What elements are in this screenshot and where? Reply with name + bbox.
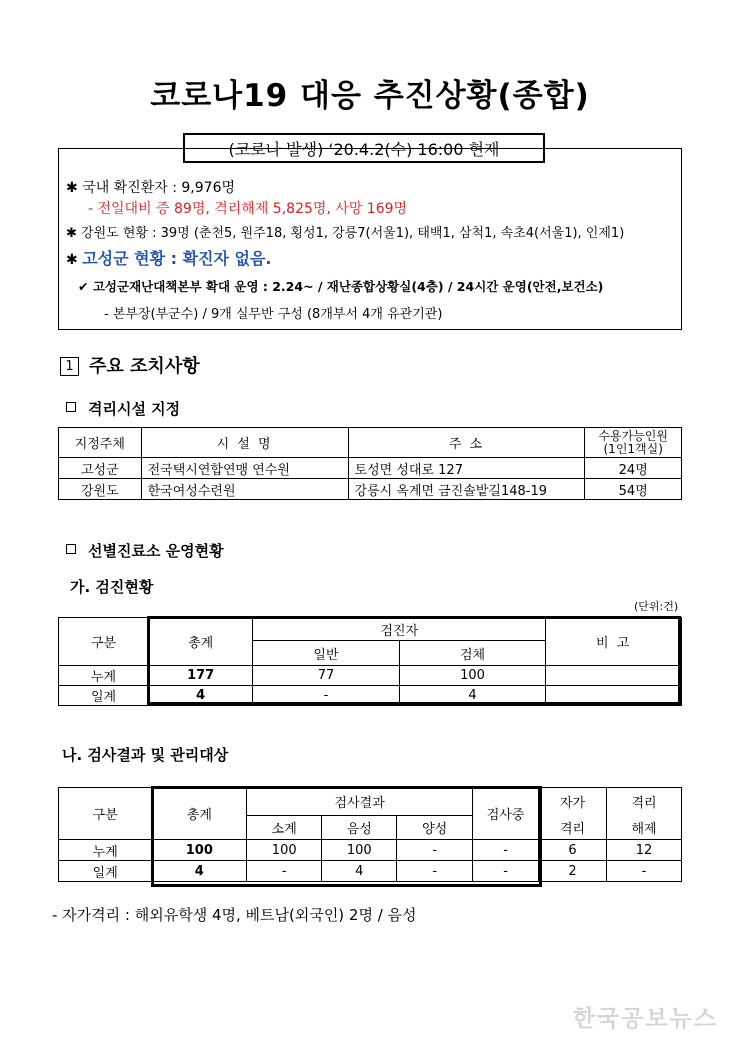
- asterisk-icon: ✱: [66, 226, 77, 241]
- table-cell: 한국여성수련원: [141, 479, 348, 500]
- table-cell: 24명: [585, 458, 682, 479]
- table-cell: 토성면 성대로 127: [348, 458, 585, 479]
- table-cell: 100: [322, 840, 397, 861]
- table-cell: 누계: [59, 666, 149, 686]
- domestic-cases-text: 국내 확진환자 : 9,976명: [82, 180, 236, 196]
- screening-table: [58, 617, 682, 706]
- table-cell: 4: [152, 861, 247, 882]
- table-cell: 12: [607, 840, 682, 861]
- header-cell: 격리: [607, 788, 682, 816]
- unit-label: (단위:건): [634, 600, 679, 613]
- table-cell: -: [247, 861, 322, 882]
- table-cell: 54명: [585, 479, 682, 500]
- table-cell: 전국택시연합연맹 연수원: [141, 458, 348, 479]
- table-cell: 4: [149, 686, 253, 706]
- table-cell: -: [607, 861, 682, 882]
- header-cell: 검체: [399, 641, 546, 666]
- header-cell: 비 고: [546, 618, 682, 666]
- header-cell: 구분: [59, 618, 149, 666]
- table-cell: [546, 686, 682, 706]
- watermark: 한국공보뉴스: [572, 1006, 718, 1032]
- section-title: 주요 조치사항: [89, 356, 200, 377]
- table-row: [59, 861, 682, 882]
- table-cell: 강릉시 옥계면 금진솔밭길148-19: [348, 479, 585, 500]
- header-cell: 지정주체: [59, 428, 142, 458]
- table-cell: 4: [399, 686, 546, 706]
- table-cell: 100: [152, 840, 247, 861]
- domestic-cases: [66, 177, 235, 197]
- header-cell: 격리: [539, 816, 607, 840]
- header-cell: 주 소: [348, 428, 585, 458]
- gangwon-status: [66, 222, 624, 241]
- header-cell: 시 설 명: [141, 428, 348, 458]
- facility-table: [58, 427, 682, 500]
- daily-change: - 전일대비 증 89명, 격리해제 5,825명, 사망 169명: [88, 201, 408, 217]
- table-cell: 4: [322, 861, 397, 882]
- capacity-note: (1인1객실): [603, 441, 663, 456]
- gangwon-status-text: 강원도 현황 : 39명 (춘천5, 원주18, 횡성1, 강릉7(서울1), 태백1, 삼척1, 속초4(서울1), 인제1): [81, 226, 625, 241]
- table-cell: 100: [399, 666, 546, 686]
- header-cell: 총계: [152, 788, 247, 840]
- table-cell: -: [473, 840, 539, 861]
- header-cell: 검사중: [473, 788, 539, 840]
- table-cell: -: [397, 861, 473, 882]
- goseong-status: [66, 246, 272, 269]
- report-datetime: (코로나 발생) ‘20.4.2(수) 16:00 현재: [183, 133, 545, 163]
- table-row: [59, 686, 682, 706]
- goseong-status-text: 고성군 현황 : 확진자 없음.: [82, 249, 272, 268]
- capacity-label: 수용가능인원: [598, 428, 668, 443]
- square-bullet-icon: [66, 544, 76, 554]
- results-table: [58, 787, 682, 882]
- header-cell: 양성: [397, 816, 473, 840]
- table-cell: 누계: [59, 840, 152, 861]
- header-cell: 검진자: [253, 618, 546, 641]
- header-cell: [585, 428, 682, 458]
- table-cell: 100: [247, 840, 322, 861]
- clinic-heading-text: 선별진료소 운영현황: [88, 542, 224, 560]
- facility-heading: [66, 398, 180, 419]
- table-row: [59, 458, 682, 479]
- header-cell: 구분: [59, 788, 152, 840]
- section-heading: [60, 352, 200, 378]
- asterisk-icon: ✱: [66, 180, 78, 196]
- table-cell: 강원도: [59, 479, 142, 500]
- table-cell: 일계: [59, 861, 152, 882]
- header-cell: 해제: [607, 816, 682, 840]
- square-bullet-icon: [66, 402, 76, 412]
- part-b-title: 나. 검사결과 및 관리대상: [62, 746, 229, 764]
- table-cell: 2: [539, 861, 607, 882]
- hq-operation-text: 고성군재난대책본부 확대 운영 : 2.24~ / 재난종합상황실(4층) / 24시간 운영(안전,보건소): [92, 279, 604, 294]
- hq-structure: - 본부장(부군수) / 9개 실무반 구성 (8개부서 4개 유관기관): [104, 307, 443, 322]
- table-cell: 77: [253, 666, 400, 686]
- facility-heading-text: 격리시설 지정: [88, 400, 181, 418]
- table-cell: 고성군: [59, 458, 142, 479]
- clinic-heading: [66, 540, 224, 561]
- hq-operation: [78, 277, 603, 295]
- table-cell: 177: [149, 666, 253, 686]
- page-title: 코로나19 대응 추진상황(종합): [150, 78, 590, 114]
- section-number: 1: [60, 357, 79, 376]
- table-row: [59, 479, 682, 500]
- table-row: [59, 666, 682, 686]
- table-cell: -: [253, 686, 400, 706]
- asterisk-icon: ✱: [66, 252, 78, 268]
- table-cell: -: [397, 840, 473, 861]
- table-row: [59, 840, 682, 861]
- header-cell: 검사결과: [247, 788, 473, 816]
- table-cell: 6: [539, 840, 607, 861]
- self-quarantine-note: - 자가격리 : 해외유학생 4명, 베트남(외국인) 2명 / 음성: [52, 906, 417, 924]
- check-icon: ✔: [78, 279, 89, 294]
- table-cell: 일계: [59, 686, 149, 706]
- header-cell: 소계: [247, 816, 322, 840]
- table-cell: [546, 666, 682, 686]
- header-cell: 일반: [253, 641, 400, 666]
- table-cell: -: [473, 861, 539, 882]
- header-cell: 자가: [539, 788, 607, 816]
- header-cell: 총계: [149, 618, 253, 666]
- header-cell: 음성: [322, 816, 397, 840]
- part-a-title: 가. 검진현황: [70, 578, 154, 596]
